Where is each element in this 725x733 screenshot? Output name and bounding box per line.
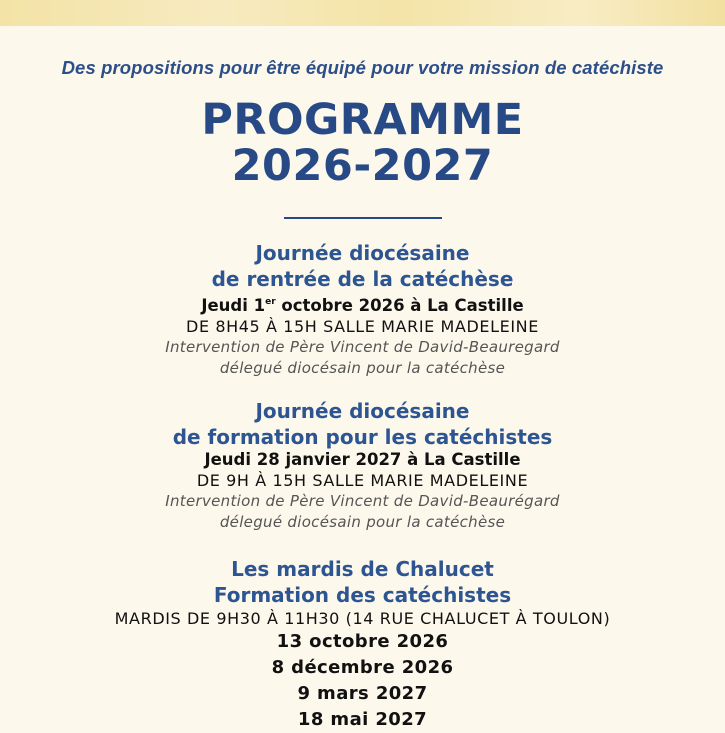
session-date: 8 décembre 2026	[271, 656, 454, 678]
event-hours: DE 8H45 À 15H SALLE MARIE MADELEINE	[186, 316, 539, 336]
title-line-programme: PROGRAMME	[201, 95, 524, 145]
subtitle: Des propositions pour être équipé pour votre mission de catéchiste	[61, 57, 664, 78]
session-date: 18 mai 2027	[297, 708, 428, 730]
event-date: Jeudi 28 janvier 2027 à La Castille	[204, 449, 521, 469]
date-prefix: Jeudi 1	[201, 295, 266, 315]
section-formation	[0, 398, 725, 533]
event-date	[0, 292, 725, 316]
speaker-role: délegué diocésain pour la catéchèse	[219, 512, 506, 531]
section-title	[0, 556, 725, 608]
page-title	[0, 97, 725, 189]
section-title-line: Formation des catéchistes	[213, 582, 512, 607]
speaker-text: Intervention de Père Vincent de David-Beauregard	[165, 337, 560, 356]
session-date: 13 octobre 2026	[276, 630, 449, 652]
title-line-year: 2026-2027	[231, 141, 494, 191]
speaker-role: délegué diocésain pour la catéchèse	[219, 358, 506, 377]
top-decorative-band	[0, 0, 725, 26]
section-rentree	[0, 240, 725, 379]
event-hours: DE 9H À 15H SALLE MARIE MADELEINE	[196, 470, 529, 490]
event-hours: MARDIS DE 9H30 À 11H30 (14 RUE CHALUCET À TOULON)	[114, 608, 611, 628]
speaker-text: Intervention de Père Vincent de David-Beaurégard	[165, 491, 560, 510]
divider	[284, 217, 442, 219]
section-title-line: Journée diocésaine	[255, 240, 470, 265]
section-title	[0, 398, 725, 450]
section-mardis-chalucet	[0, 556, 725, 733]
section-title-line: Les mardis de Chalucet	[231, 556, 494, 581]
programme-document	[0, 26, 725, 733]
date-suffix: octobre 2026 à La Castille	[275, 295, 524, 315]
section-title-line: de rentrée de la catéchèse	[211, 266, 514, 291]
section-title-line: de formation pour les catéchistes	[172, 424, 553, 449]
section-title-line: Journée diocésaine	[255, 398, 470, 423]
date-ordinal: er	[265, 296, 276, 307]
session-date: 9 mars 2027	[297, 682, 428, 704]
section-title	[0, 240, 725, 292]
